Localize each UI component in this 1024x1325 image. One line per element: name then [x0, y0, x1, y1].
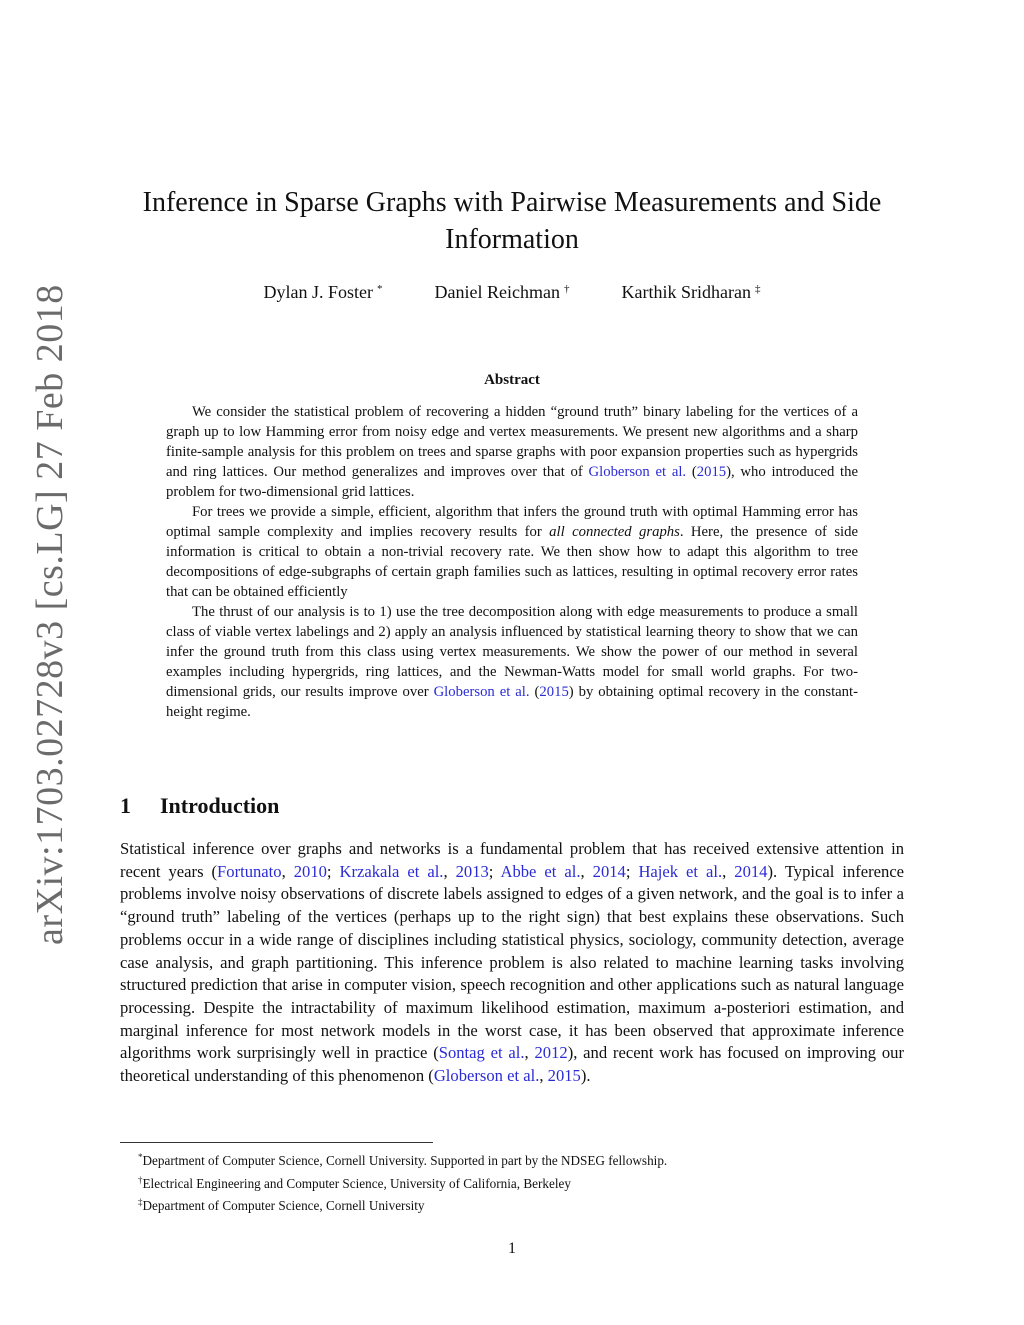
citation-year-link[interactable]: 2012 — [534, 1043, 568, 1063]
arxiv-identifier-stamp: arXiv:1703.02728v3 [cs.LG] 27 Feb 2018 — [29, 284, 71, 945]
author-footnote-mark[interactable]: * — [377, 283, 383, 295]
citation-year-link[interactable]: 2015 — [547, 1066, 581, 1086]
author-name: Dylan J. Foster — [263, 282, 374, 302]
footnote-mark: * — [138, 1152, 143, 1162]
citation-link[interactable]: Krzakala et al. — [339, 861, 444, 881]
citation-link[interactable]: Abbe et al. — [500, 861, 581, 881]
citation-year-link[interactable]: 2014 — [592, 861, 626, 881]
introduction-paragraph: Statistical inference over graphs and networks is a fundamental problem that has received extensive attention in recent years (Fortunato, 2010; Krzakala et al., 2013; Abbe et al., 2014; Hajek et al., 2014). Typical inference problems involve noisy observations of discrete labels assigned to edges of a given network, and the goal is to infer a “ground truth” labeling of the vertices (perhaps up to the right sign) that best explains these observations. Such problems occur in a wide range of disciplines including statistical physics, sociology, community detection, average case analysis, and graph partitioning. This inference problem is also related to machine learning tasks involving structured prediction that arise in computer vision, speech recognition and other applications such as natural language processing. Despite the intractability of maximum likelihood estimation, maximum a-posteriori estimation, and marginal inference for most network models in the worst case, it has been observed that approximate inference algorithms work surprisingly well in practice (Sontag et al., 2012), and recent work has focused on improving our theoretical understanding of this phenomenon (Globerson et al., 2015). — [120, 839, 905, 1086]
section-title: Introduction — [160, 793, 280, 818]
section-heading-introduction — [120, 793, 279, 819]
citation-link[interactable]: Globerson et al. — [433, 1066, 540, 1086]
footnote — [138, 1193, 898, 1216]
footnote-text: Department of Computer Science, Cornell University. Supported in part by the NDSEG fellowship. — [142, 1153, 668, 1168]
abstract-body — [166, 402, 858, 722]
citation-link[interactable]: Globerson et al. — [433, 684, 530, 700]
footnote-divider — [120, 1142, 433, 1143]
citation-link[interactable]: Globerson et al. — [588, 464, 687, 480]
abstract-paragraph: We consider the statistical problem of recovering a hidden “ground truth” binary labeling for the vertices of a graph up to low Hamming error from noisy edge and vertex measurements. We present new algorithms and a sharp finite-sample analysis for this problem on trees and sparse graphs with poor expansion properties such as hypergrids and ring lattices. Our method generalizes and improves over that of Globerson et al. (2015), who introduced the problem for two-dimensional grid lattices. — [166, 404, 858, 500]
abstract-paragraph: For trees we provide a simple, efficient, algorithm that infers the ground truth with optimal Hamming error has optimal sample complexity and implies recovery results for all connected graphs. Here, the presence of side information is critical to obtain a non-trivial recovery rate. We then show how to adapt this algorithm to tree decompositions of edge-subgraphs of certain graph families such as lattices, resulting in optimal recovery error rates that can be obtained efficiently — [166, 504, 858, 600]
author-name: Karthik Sridharan — [621, 282, 751, 302]
abstract-heading: Abstract — [484, 372, 540, 388]
footnote-mark: † — [138, 1174, 143, 1185]
abstract-paragraph: The thrust of our analysis is to 1) use the tree decomposition along with edge measurements to produce a small class of viable vertex labelings and 2) apply an analysis influenced by statistical learning theory to show that we can infer the ground truth from this class using vertex measurements. We show the power of our method in several examples including hypergrids, ring lattices, and the Newman-Watts model for small world graphs. For two-dimensional grids, our results improve over Globerson et al. (2015) by obtaining optimal recovery in the constant-height regime. — [166, 604, 858, 720]
citation-link[interactable]: Sontag et al. — [438, 1043, 525, 1063]
footnote-text: Department of Computer Science, Cornell University — [142, 1198, 425, 1213]
author — [622, 282, 761, 303]
author — [264, 282, 383, 303]
author-footnote-mark[interactable]: † — [564, 283, 570, 295]
footnote-mark: ‡ — [138, 1197, 143, 1207]
author-name: Daniel Reichman — [434, 282, 560, 302]
citation-link[interactable]: Fortunato — [217, 861, 282, 881]
author-footnote-mark[interactable]: ‡ — [754, 283, 761, 295]
citation-year-link[interactable]: 2015 — [696, 464, 727, 480]
citation-year-link[interactable]: 2013 — [455, 861, 489, 881]
footnote-text: Electrical Engineering and Computer Science, University of California, Berkeley — [142, 1175, 571, 1191]
footnote — [138, 1148, 898, 1171]
author — [435, 282, 570, 303]
paper-title: Inference in Sparse Graphs with Pairwise Measurements and Side Information — [142, 187, 882, 255]
citation-year-link[interactable]: 2010 — [293, 861, 327, 881]
author-list — [120, 282, 904, 303]
section-number: 1 — [120, 793, 131, 818]
footnote — [138, 1171, 898, 1194]
footnotes — [138, 1148, 898, 1216]
citation-year-link[interactable]: 2015 — [539, 684, 569, 700]
page-number: 1 — [508, 1240, 516, 1257]
emphasis-text: all connected graphs — [549, 524, 680, 540]
citation-link[interactable]: Hajek et al. — [638, 861, 723, 881]
citation-year-link[interactable]: 2014 — [734, 861, 768, 881]
